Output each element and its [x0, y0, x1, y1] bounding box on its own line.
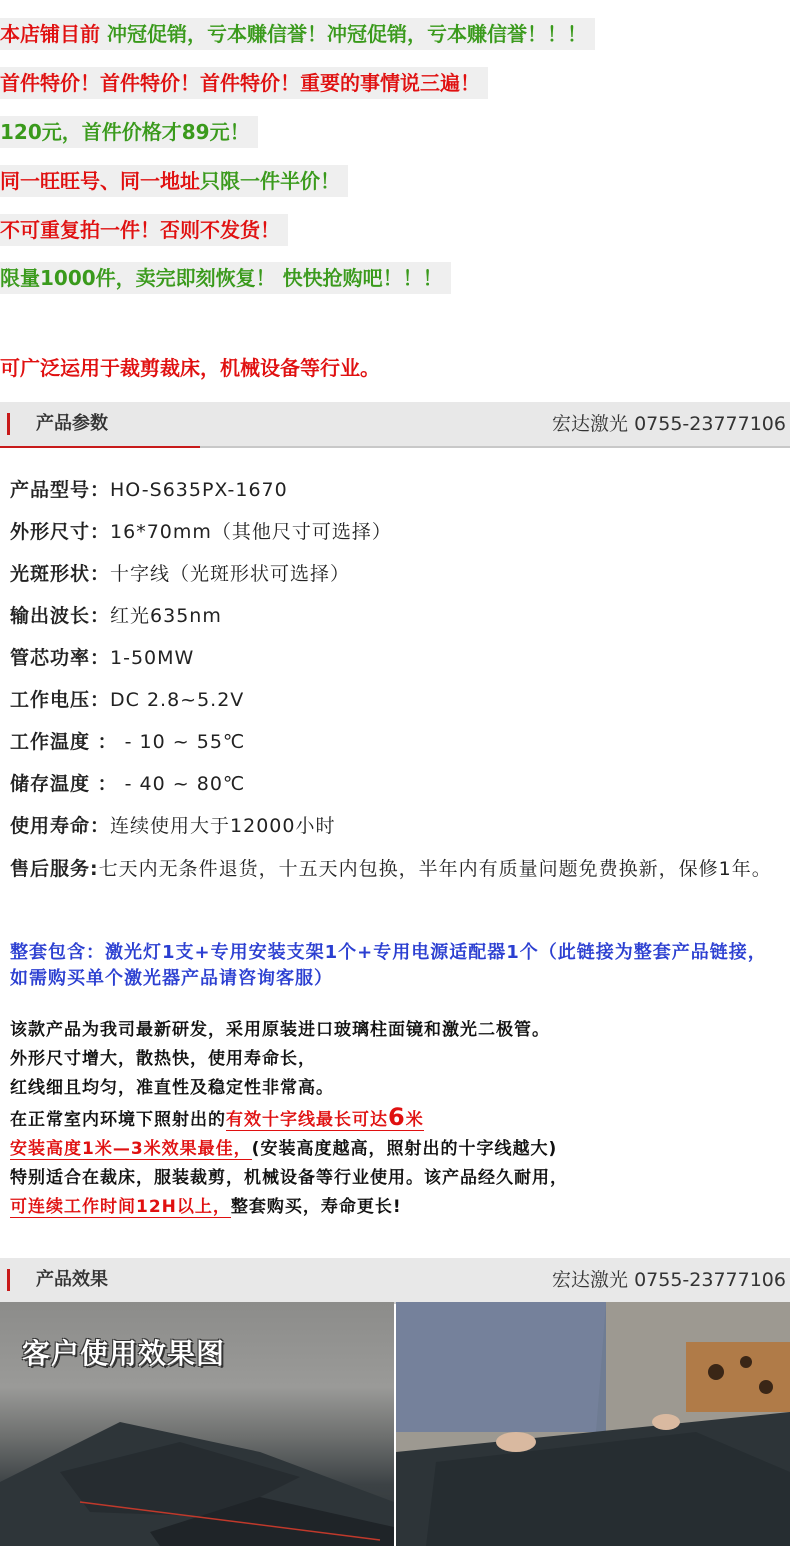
- param-value: 16*70mm（其他尺寸可选择）: [110, 521, 392, 543]
- param-key: 储存温度 ：: [10, 773, 118, 795]
- section-title: 产品效果: [36, 1269, 108, 1290]
- param-row: [10, 554, 785, 596]
- usage-line: 可广泛运用于裁剪裁床，机械设备等行业。: [0, 356, 380, 380]
- effect-photo-worker: [396, 1302, 790, 1546]
- desc-line: [10, 1193, 785, 1222]
- desc-highlight-unit: 米: [405, 1110, 424, 1130]
- param-list: [10, 470, 785, 890]
- desc-highlight-text: 有效十字线最长可达: [226, 1110, 388, 1130]
- param-row: [10, 722, 785, 764]
- promo-text: 冲冠促销，亏本赚信誉！冲冠促销，亏本赚信誉！！！: [106, 22, 587, 46]
- param-value: - 10 ~ 55℃: [117, 731, 246, 753]
- param-key: 输出波长：: [10, 605, 111, 627]
- param-value: 连续使用大于12000小时: [110, 815, 336, 837]
- worker-scene-illustration: [396, 1302, 790, 1546]
- param-key: 管芯功率：: [10, 647, 111, 669]
- desc-line: 外形尺寸增大，散热快，使用寿命长，: [10, 1049, 316, 1069]
- desc-line: [10, 1103, 785, 1135]
- desc-highlight: 安装高度1米—3米效果最佳，: [10, 1139, 252, 1159]
- promo-line: [0, 214, 288, 246]
- desc-line: 红线细且均匀，准直性及稳定性非常高。: [10, 1078, 334, 1098]
- param-value: DC 2.8~5.2V: [110, 689, 245, 711]
- promo-text: 不可重复拍一件！否则不发货！: [0, 218, 280, 242]
- product-description: [10, 1016, 785, 1222]
- promo-text: 同一旺旺号、同一地址: [0, 169, 200, 193]
- promo-text: 首件特价！首件特价！首件特价！重要的事情说三遍！: [0, 71, 480, 95]
- package-contents: 整套包含：激光灯1支+专用安装支架1个+专用电源适配器1个（此链接为整套产品链接，如需购买单个激光器产品请咨询客服）: [10, 942, 767, 989]
- param-key: 工作温度 ：: [10, 731, 118, 753]
- section-title: 产品参数: [36, 413, 108, 434]
- desc-line: 该款产品为我司最新研发，采用原装进口玻璃柱面镜和激光二极管。: [10, 1020, 550, 1040]
- param-key: 产品型号：: [10, 479, 111, 501]
- section-header-effect: [0, 1258, 790, 1304]
- promo-line: [0, 116, 258, 148]
- section-contact: 宏达激光 0755-23777106: [552, 413, 786, 435]
- promo-text: 本店铺目前: [0, 22, 107, 46]
- param-row: [10, 680, 785, 722]
- param-row: [10, 596, 785, 638]
- promo-line: [0, 262, 451, 294]
- effect-photos: [0, 1302, 790, 1546]
- desc-highlight: [226, 1103, 424, 1131]
- promo-line: [0, 67, 488, 99]
- param-row: [10, 806, 785, 848]
- section-contact: 宏达激光 0755-23777106: [552, 1269, 786, 1291]
- param-key: 售后服务:: [10, 858, 99, 880]
- param-value: HO-S635PX-1670: [110, 479, 288, 501]
- section-header-params: [0, 402, 790, 448]
- section-marker-icon: [7, 1269, 10, 1291]
- param-row: [10, 470, 785, 512]
- desc-line: [10, 1135, 785, 1164]
- promo-text: 限量1000件，卖完即刻恢复！ 快快抢购吧！！！: [0, 266, 443, 290]
- promo-line: [0, 165, 348, 197]
- param-row: [10, 848, 785, 890]
- param-row: [10, 512, 785, 554]
- param-key: 工作电压：: [10, 689, 111, 711]
- param-key: 使用寿命：: [10, 815, 111, 837]
- desc-text: 整套购买，寿命更长!: [230, 1197, 402, 1217]
- param-key: 外形尺寸：: [10, 521, 111, 543]
- promo-line: [0, 18, 595, 50]
- param-value: 十字线（光斑形状可选择）: [110, 563, 351, 585]
- section-underline: [0, 446, 200, 448]
- desc-text: 在正常室内环境下照射出的: [10, 1110, 226, 1130]
- promo-text: 120元，首件价格才89元！: [0, 120, 250, 144]
- param-value: 红光635nm: [110, 605, 222, 627]
- param-row: [10, 638, 785, 680]
- param-value: - 40 ~ 80℃: [117, 773, 246, 795]
- param-key: 光斑形状：: [10, 563, 111, 585]
- desc-highlight-number: 6: [388, 1103, 406, 1131]
- param-value: 1-50MW: [110, 647, 195, 669]
- effect-photo-cutting-table: [0, 1302, 394, 1546]
- desc-text: (安装高度越高，照射出的十字线越大): [251, 1139, 558, 1159]
- desc-line: 特别适合在裁床，服装裁剪，机械设备等行业使用。该产品经久耐用，: [10, 1168, 568, 1188]
- param-value: 七天内无条件退货，十五天内包换，半年内有质量问题免费换新，保修1年。: [98, 858, 772, 880]
- section-marker-icon: [7, 413, 10, 435]
- photo-caption: 客户使用效果图: [22, 1337, 226, 1370]
- promo-text: 只限一件半价！: [200, 169, 340, 193]
- param-row: [10, 764, 785, 806]
- desc-highlight: 可连续工作时间12H以上，: [10, 1197, 231, 1217]
